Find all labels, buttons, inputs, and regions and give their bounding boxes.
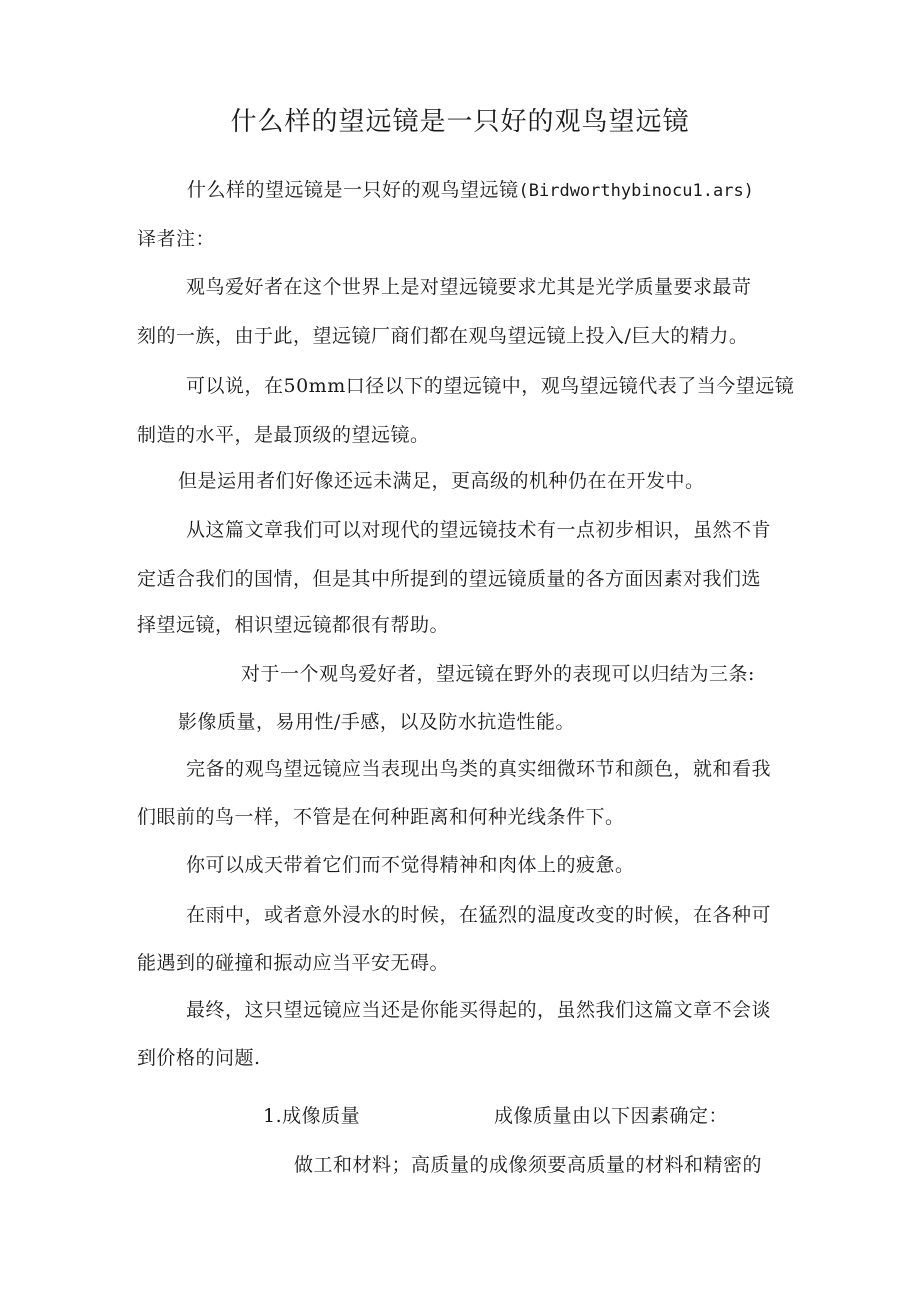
- paragraph-5-line-1: 对于一个观鸟爱好者，望远镜在野外的表现可以归结为三条:: [241, 663, 755, 685]
- translator-note-label: 译者注：: [137, 228, 216, 250]
- paragraph-5-line-2: 影像质量，易用性/手感，以及防水抗造性能。: [178, 711, 575, 733]
- section-1-line-1: 做工和材料；高质量的成像须要高质量的材料和精密的: [294, 1154, 763, 1176]
- intro-english-title: (Birdworthybinocu1.ars): [518, 181, 754, 201]
- paragraph-4-line-2: 定适合我们的国情，但是其中所提到的望远镜质量的各方面因素对我们选: [137, 568, 762, 590]
- paragraph-1-line-2: 刻的一族，由于此，望远镜厂商们都在观鸟望远镜上投入/巨大的精力。: [137, 325, 749, 347]
- paragraph-8-line-2: 能遇到的碰撞和振动应当平安无碍。: [137, 952, 450, 974]
- paragraph-9-line-2: 到价格的问题.: [137, 1047, 261, 1069]
- paragraph-3-line-1: 但是运用者们好像还远未满足，更高级的机种仍在在开发中。: [178, 470, 705, 492]
- paragraph-2-line-1: 可以说，在50mm口径以下的望远镜中，观鸟望远镜代表了当今望远镜: [186, 375, 795, 397]
- paragraph-7-line-1: 你可以成天带着它们而不觉得精神和肉体上的疲惫。: [186, 854, 635, 876]
- intro-chinese-title: 什么样的望远镜是一只好的观鸟望远镜: [187, 179, 519, 201]
- paragraph-4-line-1: 从这篇文章我们可以对现代的望远镜技术有一点初步相识，虽然不肯: [186, 519, 772, 541]
- paragraph-4-line-3: 择望远镜，相识望远镜都很有帮助。: [137, 614, 450, 636]
- paragraph-6-line-2: 们眼前的鸟一样，不管是在何种距离和何种光线条件下。: [137, 806, 625, 828]
- section-1-heading: 1.成像质量: [263, 1105, 361, 1127]
- paragraph-2-line-2: 制造的水平，是最顶级的望远镜。: [137, 424, 430, 446]
- paragraph-6-line-1: 完备的观鸟望远镜应当表现出鸟类的真实细微环节和颜色，就和看我: [186, 758, 772, 780]
- paragraph-9-line-1: 最终，这只望远镜应当还是你能买得起的，虽然我们这篇文章不会谈: [186, 999, 772, 1021]
- paragraph-8-line-1: 在雨中，或者意外浸水的时候，在猛烈的温度改变的时候，在各种可: [186, 904, 772, 926]
- document-title: 什么样的望远镜是一只好的观鸟望远镜: [230, 107, 690, 137]
- paragraph-1-line-1: 观鸟爱好者在这个世界上是对望远镜要求尤其是光学质量要求最苛: [186, 276, 752, 298]
- intro-line: [187, 175, 754, 206]
- section-1-intro: 成像质量由以下因素确定：: [494, 1105, 729, 1127]
